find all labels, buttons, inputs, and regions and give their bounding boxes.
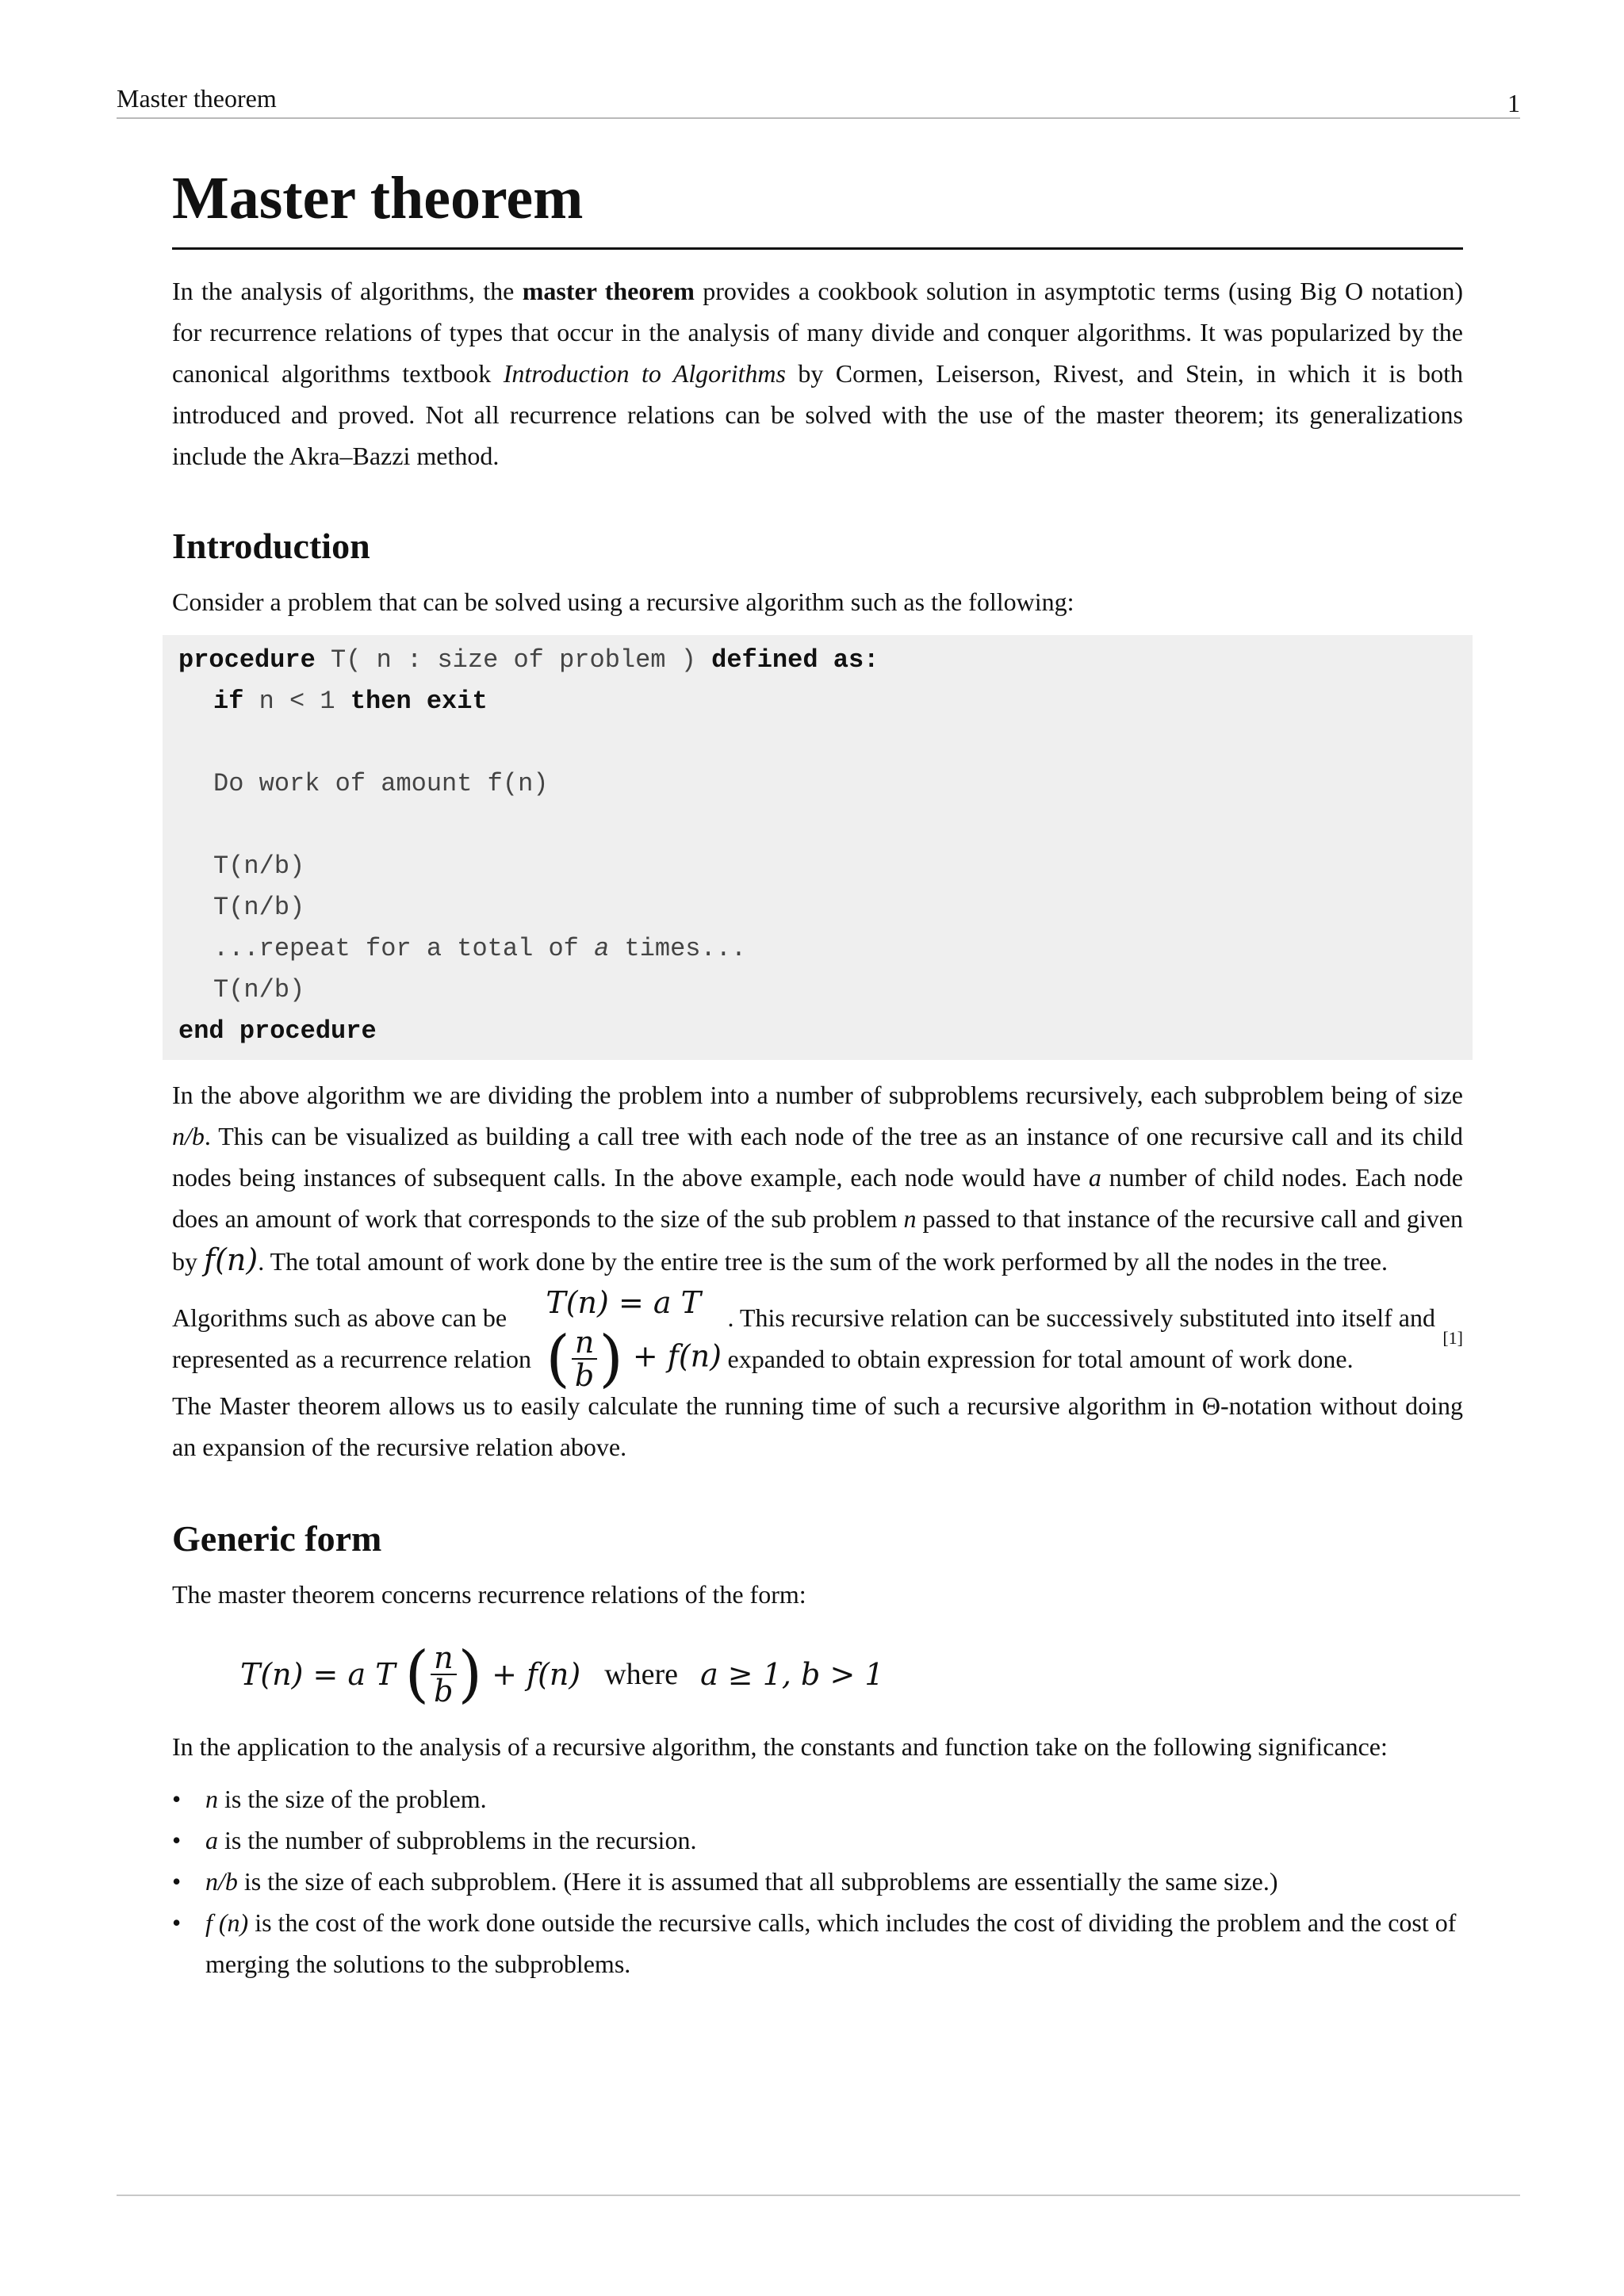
code-keyword: procedure (178, 645, 316, 675)
lead-text-1: In the analysis of algorithms, the (172, 277, 523, 305)
list-text: is the number of subproblems in the recursion. (218, 1826, 697, 1854)
lead-paragraph (172, 270, 1463, 476)
intro-paragraph-2 (172, 1074, 1463, 1282)
text-run: passed to that instance of the recursive call and given by (172, 1204, 1464, 1276)
list-text: is the size of each subproblem. (Here it is assumed that all subproblems are essentially the same size.) (237, 1867, 1278, 1896)
list-item (172, 1778, 1463, 1820)
list-item (172, 1861, 1463, 1902)
code-line-7: T(n/b) (213, 975, 305, 1004)
eq-left: T(n) = a T (240, 1657, 396, 1692)
bullet-icon: • (172, 1908, 182, 1937)
list-item (172, 1902, 1463, 1984)
text-run: number of child nodes. Each node does an amount of work that corresponds to the size of the sub problem (172, 1163, 1464, 1233)
eq-right: + f(n) (632, 1338, 722, 1374)
eq-right: + f(n) (492, 1657, 581, 1692)
generic-paragraph-1: The master theorem concerns recurrence relations of the form: (172, 1580, 806, 1609)
code-line-2 (178, 681, 1457, 722)
fraction (431, 1642, 456, 1707)
footer-divider (117, 2195, 1520, 2196)
fraction-denominator: b (574, 1358, 595, 1393)
code-line-8 (178, 1011, 1457, 1052)
list-variable: n (205, 1785, 218, 1813)
bullet-icon: • (172, 1826, 182, 1854)
code-blank-line (178, 805, 1457, 846)
generic-paragraph-2: In the application to the analysis of a recursive algorithm, the constants and function take on the following significance: (172, 1732, 1388, 1761)
code-line-6 (178, 928, 1457, 970)
fraction (572, 1326, 597, 1391)
recurrence-inline: T(n) = a T ( $\frac{n}{b}$ ) + f(n) (546, 1285, 722, 1395)
code-keyword: defined as: (711, 645, 879, 675)
fraction-numerator: n (572, 1326, 597, 1360)
heading-generic-form: Generic form (172, 1518, 382, 1559)
var-n: n (903, 1204, 917, 1233)
text-run: In the above algorithm we are dividing the problem into a number of subproblems recursively, each subproblem being of size (172, 1081, 1463, 1109)
code-blank-line (178, 722, 1457, 763)
code-keyword: end procedure (178, 1016, 377, 1046)
fraction-numerator: n (431, 1642, 456, 1675)
code-line-4: T(n/b) (213, 851, 305, 881)
text-run: Algorithms such as above can be represented as a recurrence relation (172, 1303, 532, 1373)
lead-bold-term: master theorem (522, 277, 695, 305)
significance-list (172, 1778, 1463, 1984)
conditions: a ≥ 1, b > 1 (700, 1657, 884, 1692)
text-run: . The total amount of work done by the entire tree is the sum of the work performed by all the nodes in the tree. (258, 1247, 1388, 1276)
list-item (172, 1820, 1463, 1861)
var-a: a (1088, 1163, 1101, 1192)
eq-left: T(n) = a T (546, 1285, 701, 1320)
var-nb: n/b (172, 1122, 205, 1150)
list-text: is the size of the problem. (218, 1785, 487, 1813)
fraction-denominator: b (434, 1674, 454, 1709)
code-block (163, 635, 1473, 1060)
code-text: n < 1 (243, 687, 350, 716)
code-line-1 (178, 640, 1457, 681)
intro-paragraph-3-line-1: Algorithms such as above can be represented as a recurrence relation T(n) = a T ( $\frac{n}{b}$ ) + f(n) . This recursive relation can be successively substituted into itself and expanded to obtain expression for total amount of work done. [1] (172, 1292, 1463, 1385)
list-text: is the cost of the work done outside the recursive calls, which includes the cost of dividing the problem and the cost of merging the solutions to the subproblems. (205, 1908, 1457, 1978)
heading-introduction: Introduction (172, 526, 370, 566)
running-header-title: Master theorem (117, 84, 277, 113)
lead-text-2: provides a cookbook solution in asymptotic terms (using Big O notation) for recurrence relations of types that occur in the analysis of many divide and conquer algorithms. It was popularized by the canonical algorithms textbook (172, 277, 1464, 388)
article-body (172, 159, 1463, 1984)
code-line-3: Do work of amount f(n) (213, 769, 549, 798)
bullet-icon: • (172, 1785, 182, 1813)
math-fn: f(n) (204, 1242, 259, 1277)
list-variable: n/b (205, 1867, 238, 1896)
running-header (117, 79, 1520, 119)
page-number: 1 (1507, 89, 1520, 117)
intro-paragraph-4: The Master theorem allows us to easily calculate the running time of such a recursive algorithm in Θ-notation without doing an expansion of the recursive relation above. (172, 1391, 1463, 1461)
article-title: Master theorem (172, 159, 1463, 250)
code-line-5: T(n/b) (213, 893, 305, 922)
code-text: times... (609, 934, 747, 963)
bullet-icon: • (172, 1867, 182, 1896)
code-keyword: if (213, 687, 244, 716)
code-text: ...repeat for a total of (213, 934, 595, 963)
text-run: . This can be visualized as building a call tree with each node of the tree as an instance of one recursive call and its child nodes being instances of subsequent calls. In the above example, each node would have (172, 1122, 1463, 1192)
intro-paragraph-1: Consider a problem that can be solved using a recursive algorithm such as the following: (172, 587, 1074, 616)
code-keyword: then exit (350, 687, 488, 716)
text-run: . This recursive relation can be successively substituted into itself and expanded to obtain expression for total amount of work done. (727, 1303, 1435, 1373)
code-variable: a (594, 934, 610, 963)
recurrence-formula: T(n) = a T ( $\frac{n}{b}$ ) + f(n) where a ≥ 1, b > 1 (240, 1639, 884, 1710)
list-variable: f (n) (205, 1908, 249, 1937)
where-word: where (604, 1658, 679, 1691)
lead-text-3: by Cormen, Leiserson, Rivest, and Stein, in which it is both introduced and proved. Not all recurrence relations can be solved with the use of the master theorem; its generalizations include the Akra–Bazzi method. (172, 359, 1464, 470)
code-text: T( n : size of problem ) (315, 645, 712, 675)
lead-book-title: Introduction to Algorithms (503, 359, 786, 388)
list-variable: a (205, 1826, 218, 1854)
